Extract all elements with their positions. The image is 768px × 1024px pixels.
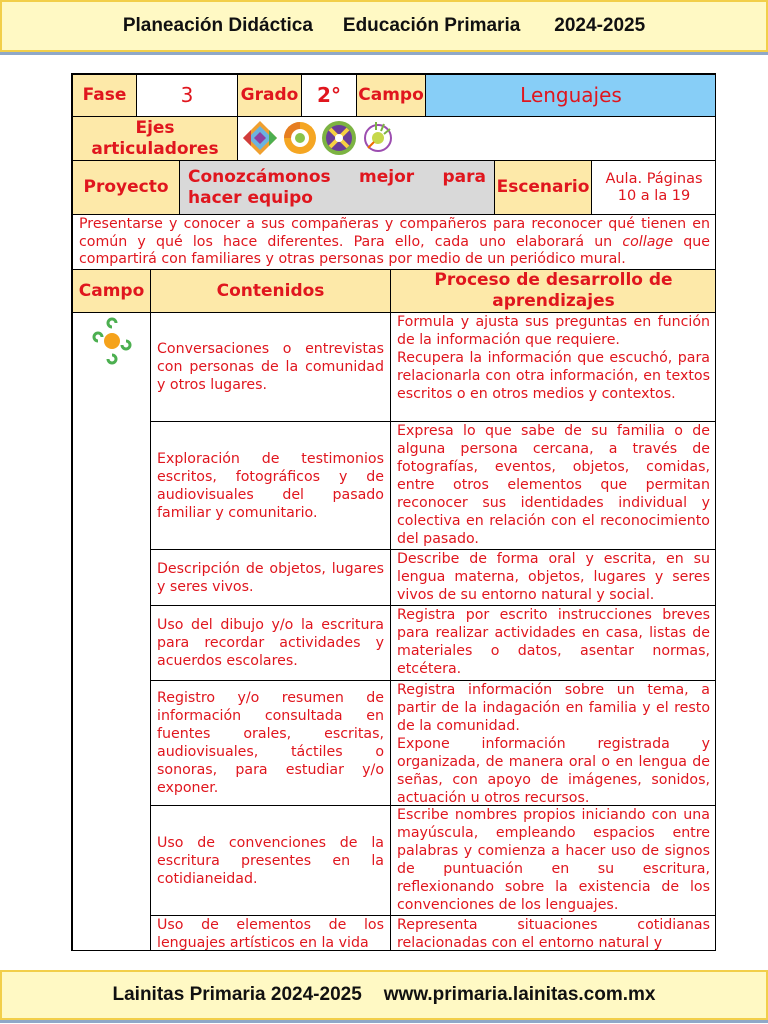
description-text-end: que compartirá con familiares y otras personas por medio de un periódico mural. bbox=[79, 233, 710, 267]
campo-label: Campo bbox=[356, 74, 426, 117]
lenguajes-icon bbox=[81, 315, 141, 375]
footer-banner bbox=[0, 970, 768, 1020]
campo-column-cell bbox=[72, 312, 151, 951]
contenido-text: Uso del dibujo y/o la escritura para recordar actividades y acuerdos escolares. bbox=[157, 617, 384, 669]
description-text-start: Presentarse y conocer a sus compañeras y compañeros para reconocer qué tienen en común y qué los hace diferentes. Para ello, cada uno elaborará un bbox=[79, 216, 710, 250]
proceso-text: Recupera la información que escuchó, para relacionarla con otra información, en textos escritos o en otros medios y contextos. bbox=[397, 350, 710, 402]
contenido-text: Descripción de objetos, lugares y seres vivos. bbox=[157, 560, 384, 595]
description-italic: collage bbox=[622, 233, 674, 250]
ejes-label: Ejes articuladores bbox=[72, 116, 238, 161]
proceso-text: Registra información sobre un tema, a partir de la indagación en familia y el resto de la comunidad. bbox=[397, 682, 710, 734]
proyecto-value-cell bbox=[179, 160, 495, 215]
table-row-1-contenido bbox=[150, 312, 391, 422]
header-level: Educación Primaria bbox=[342, 15, 521, 36]
table-row-4-contenido bbox=[150, 605, 391, 681]
proceso-text: Representa situaciones cotidianas relacionadas con el entorno natural y bbox=[397, 917, 710, 951]
fase-label: Fase bbox=[72, 74, 137, 117]
ejes-icons-svg bbox=[238, 117, 398, 159]
header-title: Planeación Didáctica bbox=[122, 15, 313, 36]
footer-left: Lainitas Primaria 2024-2025 bbox=[112, 984, 362, 1005]
table-row-7-contenido bbox=[150, 915, 391, 951]
ejes-icon-vida-saludable bbox=[365, 122, 391, 151]
proceso-text: Describe de forma oral y escrita, en su lengua materna, objetos, lugares y seres vivos de su entorno natural y social. bbox=[397, 551, 710, 603]
table-row-2-contenido bbox=[150, 421, 391, 550]
proyecto-value: Conozcámonos mejor para hacer equipo bbox=[188, 166, 486, 208]
contenido-text: Conversaciones o entrevistas con personas de la comunidad y otros lugares. bbox=[157, 341, 384, 393]
escenario-value: Aula. Páginas 10 a la 19 bbox=[591, 160, 716, 215]
header-banner bbox=[0, 0, 768, 52]
proceso-text: Formula y ajusta sus preguntas en función de la información que requiere. bbox=[397, 314, 710, 348]
table-row-2-proceso bbox=[390, 421, 716, 550]
col-header-campo: Campo bbox=[72, 269, 151, 313]
ejes-icons bbox=[237, 116, 716, 161]
table-row-4-proceso bbox=[390, 605, 716, 681]
contenido-text: Uso de convenciones de la escritura presentes en la cotidianeidad. bbox=[157, 834, 384, 887]
grado-value: 2° bbox=[301, 74, 357, 117]
contenido-text: Registro y/o resumen de información consultada en fuentes orales, escritas, audiovisuales, táctiles o sonoras, para estudiar y/o exponer. bbox=[157, 690, 384, 796]
header-year: 2024-2025 bbox=[554, 15, 646, 36]
table-row-6-proceso bbox=[390, 805, 716, 916]
escenario-label: Escenario bbox=[494, 160, 592, 215]
project-description bbox=[72, 214, 716, 270]
footer-link[interactable]: www.primaria.lainitas.com.mx bbox=[383, 984, 656, 1005]
table-row-7-proceso bbox=[390, 915, 716, 951]
contenido-text: Uso de elementos de los lenguajes artísticos en la vida bbox=[157, 917, 384, 951]
planning-sheet bbox=[71, 73, 716, 951]
table-row-5-contenido bbox=[150, 680, 391, 806]
proceso-text: Expresa lo que sabe de su familia o de alguna persona cercana, a través de fotografías, eventos, objetos, comidas, entre otros elementos que permitan reconocer sus identidades individual y colectiva en relación con el reconocimiento del pasado. bbox=[397, 423, 710, 547]
table-row-3-contenido bbox=[150, 549, 391, 606]
proceso-text: Escribe nombres propios iniciando con una mayúscula, empleando espacios entre palabras y comienza a hacer uso de signos de puntuación en su escritura, reflexionando sobre la existencia de los convenciones de los lenguajes. bbox=[397, 807, 710, 913]
fase-value: 3 bbox=[136, 74, 238, 117]
table-row-3-proceso bbox=[390, 549, 716, 606]
col-header-contenidos: Contenidos bbox=[150, 269, 391, 313]
campo-value: Lenguajes bbox=[425, 74, 716, 117]
ejes-icon-inclusion bbox=[243, 121, 277, 155]
table-row-6-contenido bbox=[150, 805, 391, 916]
contenido-text: Exploración de testimonios escritos, fotográficos y de audiovisuales del pasado familiar y comunitario. bbox=[157, 450, 384, 521]
ejes-icon-interculturalidad bbox=[284, 122, 316, 154]
proyecto-label: Proyecto bbox=[72, 160, 180, 215]
grado-label: Grado bbox=[237, 74, 302, 117]
proceso-text: Registra por escrito instrucciones breves para realizar actividades en casa, listas de materiales o datos, asentar normas, etcétera. bbox=[397, 607, 710, 677]
col-header-proceso: Proceso de desarrollo de aprendizajes bbox=[390, 269, 716, 313]
proceso-text: Expone información registrada y organizada, de manera oral o en lengua de señas, con apoyo de imágenes, sonidos, actuación u otros recursos. bbox=[397, 736, 710, 806]
table-row-5-proceso bbox=[390, 680, 716, 806]
ejes-icon-igualdad-genero bbox=[322, 121, 356, 155]
table-row-1-proceso bbox=[390, 312, 716, 422]
